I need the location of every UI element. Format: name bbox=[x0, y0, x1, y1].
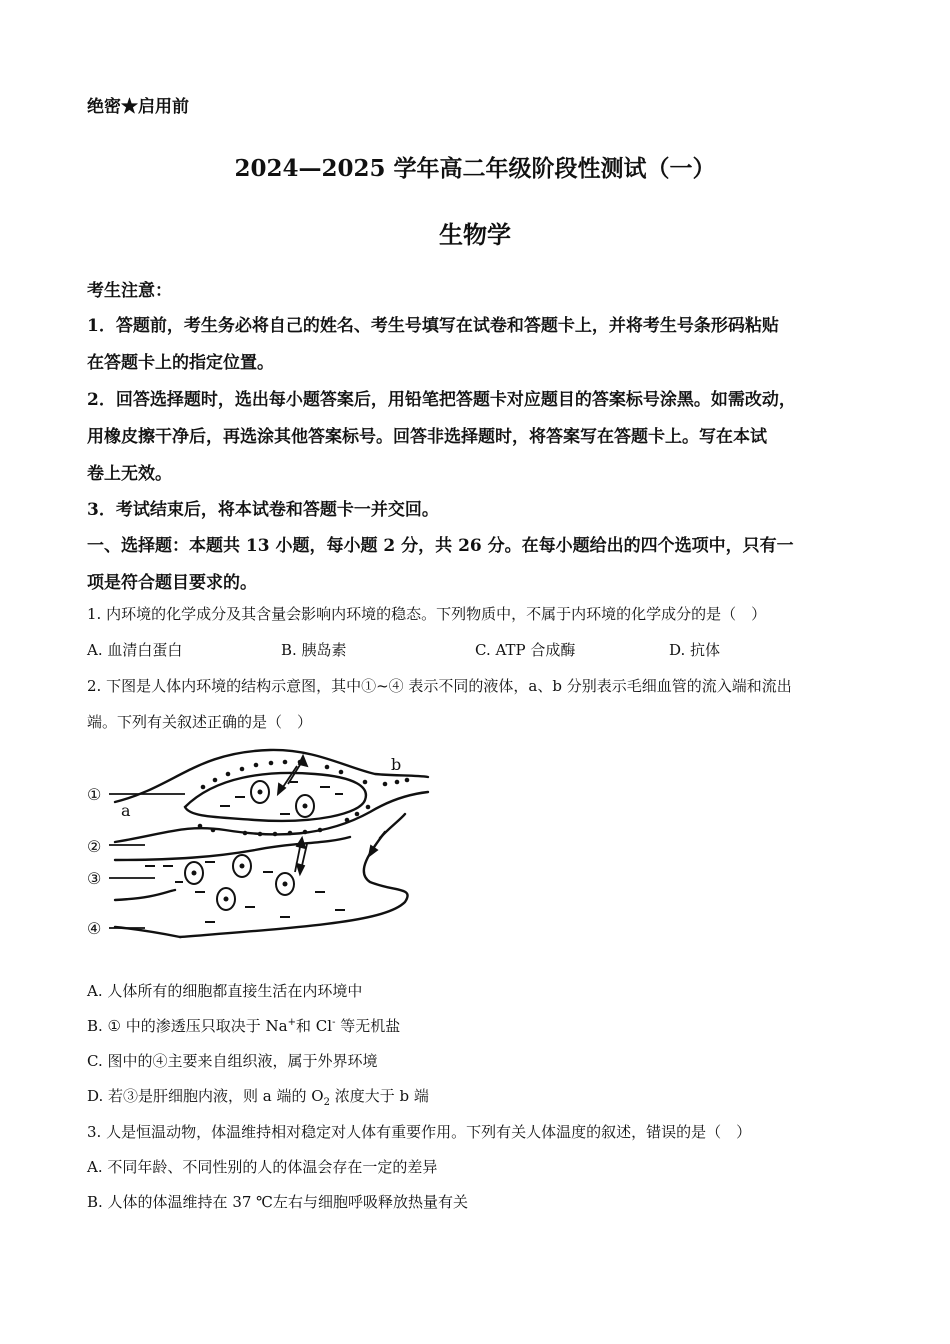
q3-option-a: A. 不同年龄、不同性别的人的体温会存在一定的差异 bbox=[87, 1158, 438, 1176]
subject-title: 生物学 bbox=[439, 220, 511, 249]
label-2: ② bbox=[87, 837, 102, 856]
internal-environment-diagram bbox=[85, 742, 435, 942]
q3-option-b: B. 人体的体温维持在 37 ℃左右与细胞呼吸释放热量有关 bbox=[87, 1193, 468, 1211]
confidential-mark: 绝密★启用前 bbox=[87, 97, 189, 117]
section-heading-2: 项是符合题目要求的。 bbox=[87, 573, 257, 593]
q2-stem-b: 端。下列有关叙述正确的是（ ） bbox=[87, 713, 313, 731]
capillary-lower-wall bbox=[115, 792, 428, 842]
notice-item-1b: 在答题卡上的指定位置。 bbox=[87, 353, 274, 373]
exam-title: 2024—2025 学年高二年级阶段性测试（一） bbox=[234, 155, 716, 182]
notice-item-2a: 2．回答选择题时，选出每小题答案后，用铅笔把答题卡对应题目的答案标号涂黑。如需改动， bbox=[87, 390, 796, 410]
q1-stem: 1. 内环境的化学成分及其含量会影响内环境的稳态。下列物质中，不属于内环境的化学成分的是（ ） bbox=[87, 605, 767, 623]
q2-option-b: B. ① 中的渗透压只取决于 Na+和 Cl- 等无机盐 bbox=[87, 1017, 401, 1035]
notice-item-2c: 卷上无效。 bbox=[87, 464, 172, 484]
capillary-lumen bbox=[185, 773, 366, 821]
tissue-upper-boundary bbox=[115, 837, 350, 860]
notice-item-2b: 用橡皮擦干净后，再选涂其他答案标号。回答非选择题时，将答案写在答题卡上。写在本试 bbox=[87, 427, 767, 447]
end-b-label: b bbox=[391, 755, 402, 774]
q1-option-c: C. ATP 合成酶 bbox=[475, 641, 576, 659]
notice-item-3: 3．考试结束后，将本试卷和答题卡一并交回。 bbox=[87, 500, 439, 520]
label-3: ③ bbox=[87, 869, 102, 888]
q2-option-c: C. 图中的④主要来自组织液，属于外界环境 bbox=[87, 1052, 378, 1070]
label-line-3 bbox=[115, 890, 175, 900]
section-heading-1: 一、选择题：本题共 13 小题，每小题 2 分，共 26 分。在每小题给出的四个选项中，只有一 bbox=[87, 536, 794, 556]
q1-option-d: D. 抗体 bbox=[669, 641, 721, 659]
end-a-label: a bbox=[121, 801, 131, 820]
label-1: ① bbox=[87, 785, 102, 804]
q1-option-b: B. 胰岛素 bbox=[281, 641, 347, 659]
notice-item-1a: 1．答题前，考生务必将自己的姓名、考生号填写在试卷和答题卡上，并将考生号条形码粘贴 bbox=[87, 316, 779, 336]
q1-option-a: A. 血清白蛋白 bbox=[87, 641, 183, 659]
lymph-vessel-tip bbox=[380, 814, 405, 838]
q2-stem-a: 2. 下图是人体内环境的结构示意图，其中①~④ 表示不同的液体，a、b 分别表示毛细血管的流入端和流出 bbox=[87, 677, 792, 695]
q2-option-d: D. 若③是肝细胞内液，则 a 端的 $O_2$ 浓度大于 b 端 bbox=[87, 1087, 429, 1108]
q2-option-a: A. 人体所有的细胞都直接生活在内环境中 bbox=[87, 982, 363, 1000]
notice-heading: 考生注意： bbox=[87, 281, 172, 301]
q3-stem: 3. 人是恒温动物，体温维持相对稳定对人体有重要作用。下列有关人体温度的叙述，错误的是（ ） bbox=[87, 1123, 752, 1141]
label-4: ④ bbox=[87, 919, 102, 938]
